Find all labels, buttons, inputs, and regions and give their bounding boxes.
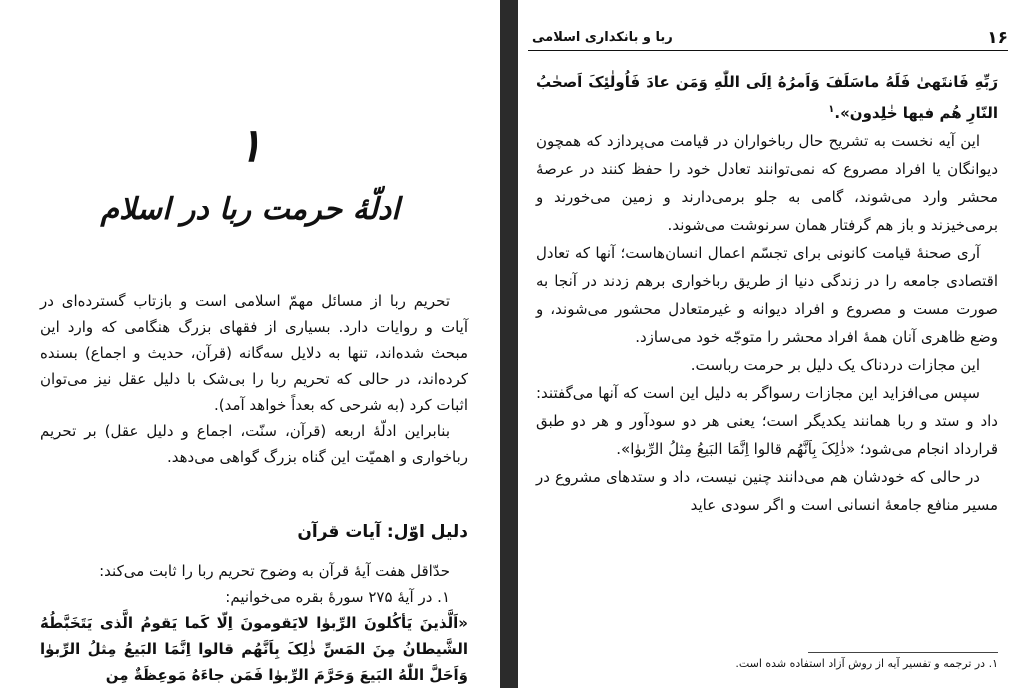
footnote-marker: ۱	[828, 104, 835, 115]
paragraph: تحریم ربا از مسائل مهمّ اسلامی است و بازتاب گسترده‌ای در آیات و روایات دارد. بسیاری از فقهای بزرگ هنگامی که وارد این مبحث شده‌اند، تنها به دلایل سه‌گانه (قرآن، حدیث و اجماع) بسنده کرده‌اند، در حالی که تحریم ربا را بی‌شک با دلیل عقل نیز می‌توان اثبات کرد (به شرحی که بعداً خواهد آمد).	[40, 292, 468, 414]
paragraph: آری صحنهٔ قیامت کانونی برای تجسّم اعمال انسان‌هاست؛ آنها که تعادل اقتصادی جامعه را در زندگی دنیا از طریق رباخواری برهم زدند در آنجا به صورت مست و مصروع و افراد دیوانه و غیرمتعادل محشور می‌شوند، و وضع ظاهری آنان همهٔ افراد محشر را متوجّه خود می‌سازد.	[536, 244, 998, 346]
left-page	[0, 0, 500, 688]
right-page	[518, 0, 1024, 688]
chapter-number: ۱	[237, 118, 263, 172]
page-body	[536, 68, 998, 519]
chapter-intro	[40, 288, 468, 470]
paragraph: سپس می‌افزاید این مجازات رسواگر به دلیل این است که آنها می‌گفتند: داد و ستد و ربا همانند یکدیگر است؛ یعنی هر دو سودآور و هر دو طبق قرارداد انجام می‌شود؛ «ذٰلِکَ بِاَنَّهُم قالوا اِنَّمَا البَیعُ مِثلُ الرِّبوٰا».	[536, 384, 998, 458]
running-header	[528, 26, 1008, 51]
paragraph: در حالی که خودشان هم می‌دانند چنین نیست، داد و ستدهای مشروع در مسیر منافع جامعهٔ انسانی است و اگر سودی عاید	[536, 468, 998, 514]
paragraph: این مجازات دردناک یک دلیل بر حرمت رباست.	[690, 356, 980, 374]
quran-verse-continuation	[536, 68, 998, 127]
page-number: ۱۶	[987, 28, 1008, 48]
book-title: ربا و بانکداری اسلامی	[532, 30, 673, 45]
chapter-title: ادلّهٔ حرمت ربا در اسلام	[100, 192, 400, 227]
section-body	[40, 558, 468, 688]
footnote: ۱. در ترجمه و تفسیر آیه از روش آزاد استفاده شده است.	[735, 657, 998, 670]
paragraph: بنابراین ادلّهٔ اربعه (قرآن، سنّت، اجماع و دلیل عقل) بر تحریم رباخواری و اهمیّت این گناه بزرگ گواهی می‌دهد.	[40, 422, 468, 466]
paragraph: ۱. در آیهٔ ۲۷۵ سورهٔ بقره می‌خوانیم:	[225, 588, 450, 606]
footnote-divider	[808, 652, 998, 653]
book-gutter	[500, 0, 518, 688]
paragraph: این آیه نخست به تشریح حال رباخواران در قیامت می‌پردازد که همچون دیوانگان یا افراد مصروع که نمی‌توانند تعادل خود را حفظ کنند در عرصهٔ محشر وارد می‌شوند، گامی به جلو برمی‌دارند و زمین می‌خورند و برمی‌خیزند و باز هم گرفتار همان سرنوشت می‌شوند.	[536, 132, 998, 234]
section-heading: دلیل اوّل: آیات قرآن	[297, 522, 468, 542]
verse-text: رَبِّهِ فَانتَهیٰ فَلَهُ ماسَلَفَ وَاَمرُهُ اِلَی اللّٰهِ وَمَن عادَ فَاُولٰئِکَ اَصحٰبُ النّارِ هُم فیها خٰلِدون».	[536, 73, 998, 122]
paragraph: حدّاقل هفت آیهٔ قرآن به وضوح تحریم ربا را ثابت می‌کند:	[99, 562, 450, 580]
quran-verse: «اَلَّذینَ یَأکُلونَ الرِّبوٰا لایَقومونَ اِلّا کَما یَقومُ الَّذی یَتَخَبَّطُهُ الشَّیطانُ مِنَ المَسِّ ذٰلِکَ بِاَنَّهُم قالوا اِنَّمَا البَیعُ مِثلُ الرِّبوٰا وَاَحَلَّ اللّٰهُ البَیعَ وَحَرَّمَ الرِّبوٰا فَمَن جاءَهُ مَوعِظَةٌ مِن	[40, 614, 468, 684]
